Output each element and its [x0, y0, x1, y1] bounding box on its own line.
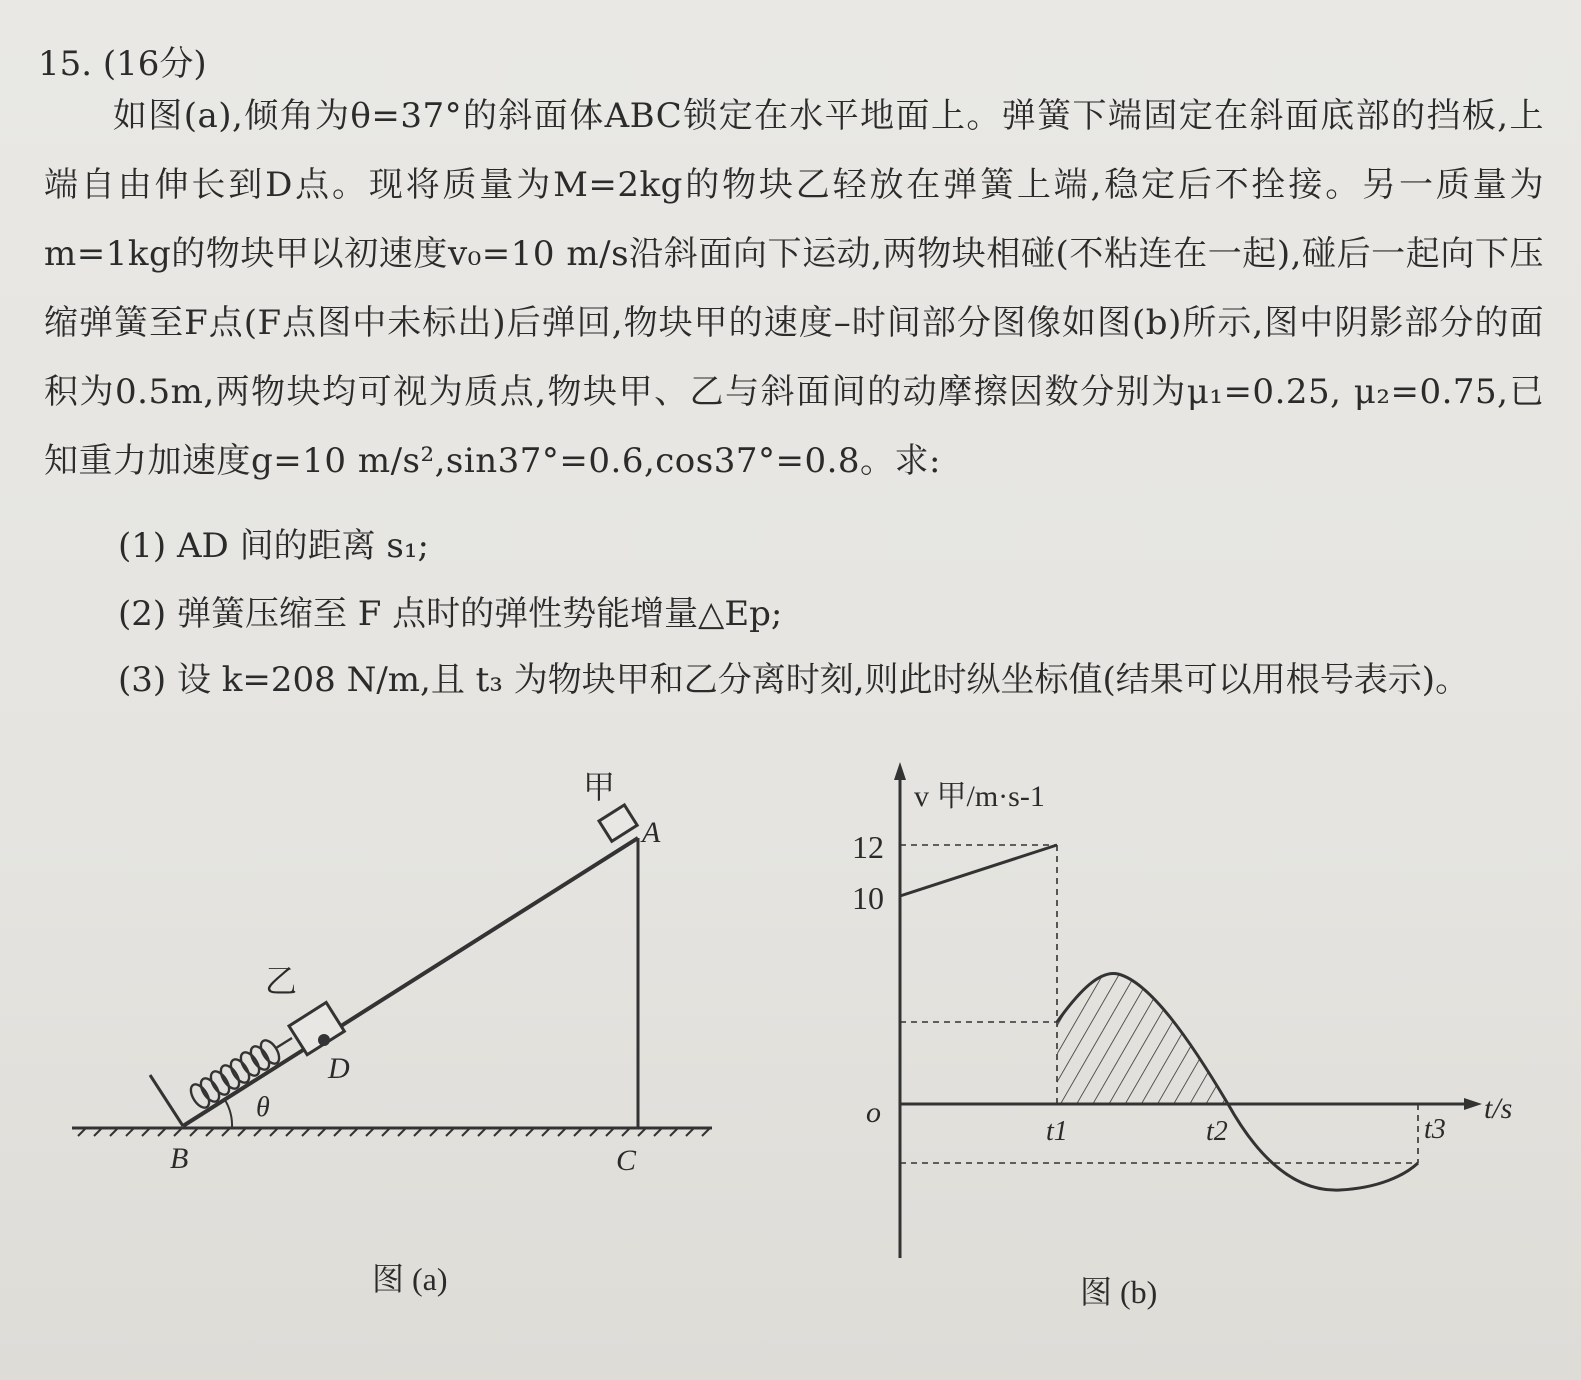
label-b: B: [170, 1142, 189, 1175]
x-axis-arrow: [1464, 1098, 1482, 1110]
y-axis-label: v 甲/m·s-1: [914, 780, 1045, 813]
point-d: [318, 1034, 330, 1046]
y-tick-12: 12: [852, 829, 884, 865]
x-tick-t3: t3: [1424, 1114, 1446, 1145]
figure-b-vt-graph: [852, 762, 1512, 1310]
question-2: (2) 弹簧压缩至 F 点时的弹性势能增量△Ep;: [118, 594, 783, 634]
block-jia: [599, 805, 637, 841]
incline-ab: [183, 838, 638, 1126]
label-yi: 乙: [265, 963, 298, 999]
baffle: [150, 1075, 183, 1126]
shaded-area: [1057, 973, 1228, 1104]
label-c: C: [616, 1144, 637, 1177]
figure-b-caption: 图 (b): [1080, 1274, 1158, 1310]
figure-a-incline: [72, 769, 712, 1297]
question-1: (1) AD 间的距离 s₁;: [118, 526, 429, 566]
problem-header: 15. (16分): [38, 44, 207, 84]
origin-label: o: [866, 1096, 881, 1129]
problem-text: 如图(a),倾角为θ=37°的斜面体ABC锁定在水平地面上。弹簧下端固定在斜面底部的挡板,上端自由伸长到D点。现将质量为M=2kg的物块乙轻放在弹簧上端,稳定后不拴接。另一质量为m=1kg的物块甲以初速度v₀=10 m/s沿斜面向下运动,两物块相碰(不粘连在一起),碰后一起向下压缩弹簧至F点(F点图中未标出)后弹回,物块甲的速度–时间部分图像如图(b)所示,图中阴影部分的面积为0.5m,两物块均可视为质点,物块甲、乙与斜面间的动摩擦因数分别为μ₁=0.25, μ₂=0.75,已知重力加速度g=10 m/s²,sin37°=0.6,cos37°=0.8。求:: [44, 96, 1544, 481]
theta-arc: [225, 1100, 232, 1128]
spring: [187, 1037, 292, 1110]
label-jia: 甲: [583, 769, 616, 805]
x-tick-t2: t2: [1206, 1116, 1228, 1147]
y-tick-10: 10: [852, 880, 884, 916]
question-3: (3) 设 k=208 N/m,且 t₃ 为物块甲和乙分离时刻,则此时纵坐标值(结果可以用根号表示)。: [118, 660, 1470, 700]
label-a: A: [642, 816, 661, 849]
velocity-line-initial: [900, 845, 1057, 896]
x-axis-label: t/s: [1484, 1092, 1513, 1125]
label-d: D: [328, 1052, 350, 1085]
figure-a-caption: 图 (a): [372, 1261, 448, 1297]
block-yi: [289, 1002, 344, 1054]
x-tick-t1: t1: [1046, 1116, 1068, 1147]
y-axis-arrow: [894, 762, 906, 780]
label-theta: θ: [256, 1092, 270, 1123]
